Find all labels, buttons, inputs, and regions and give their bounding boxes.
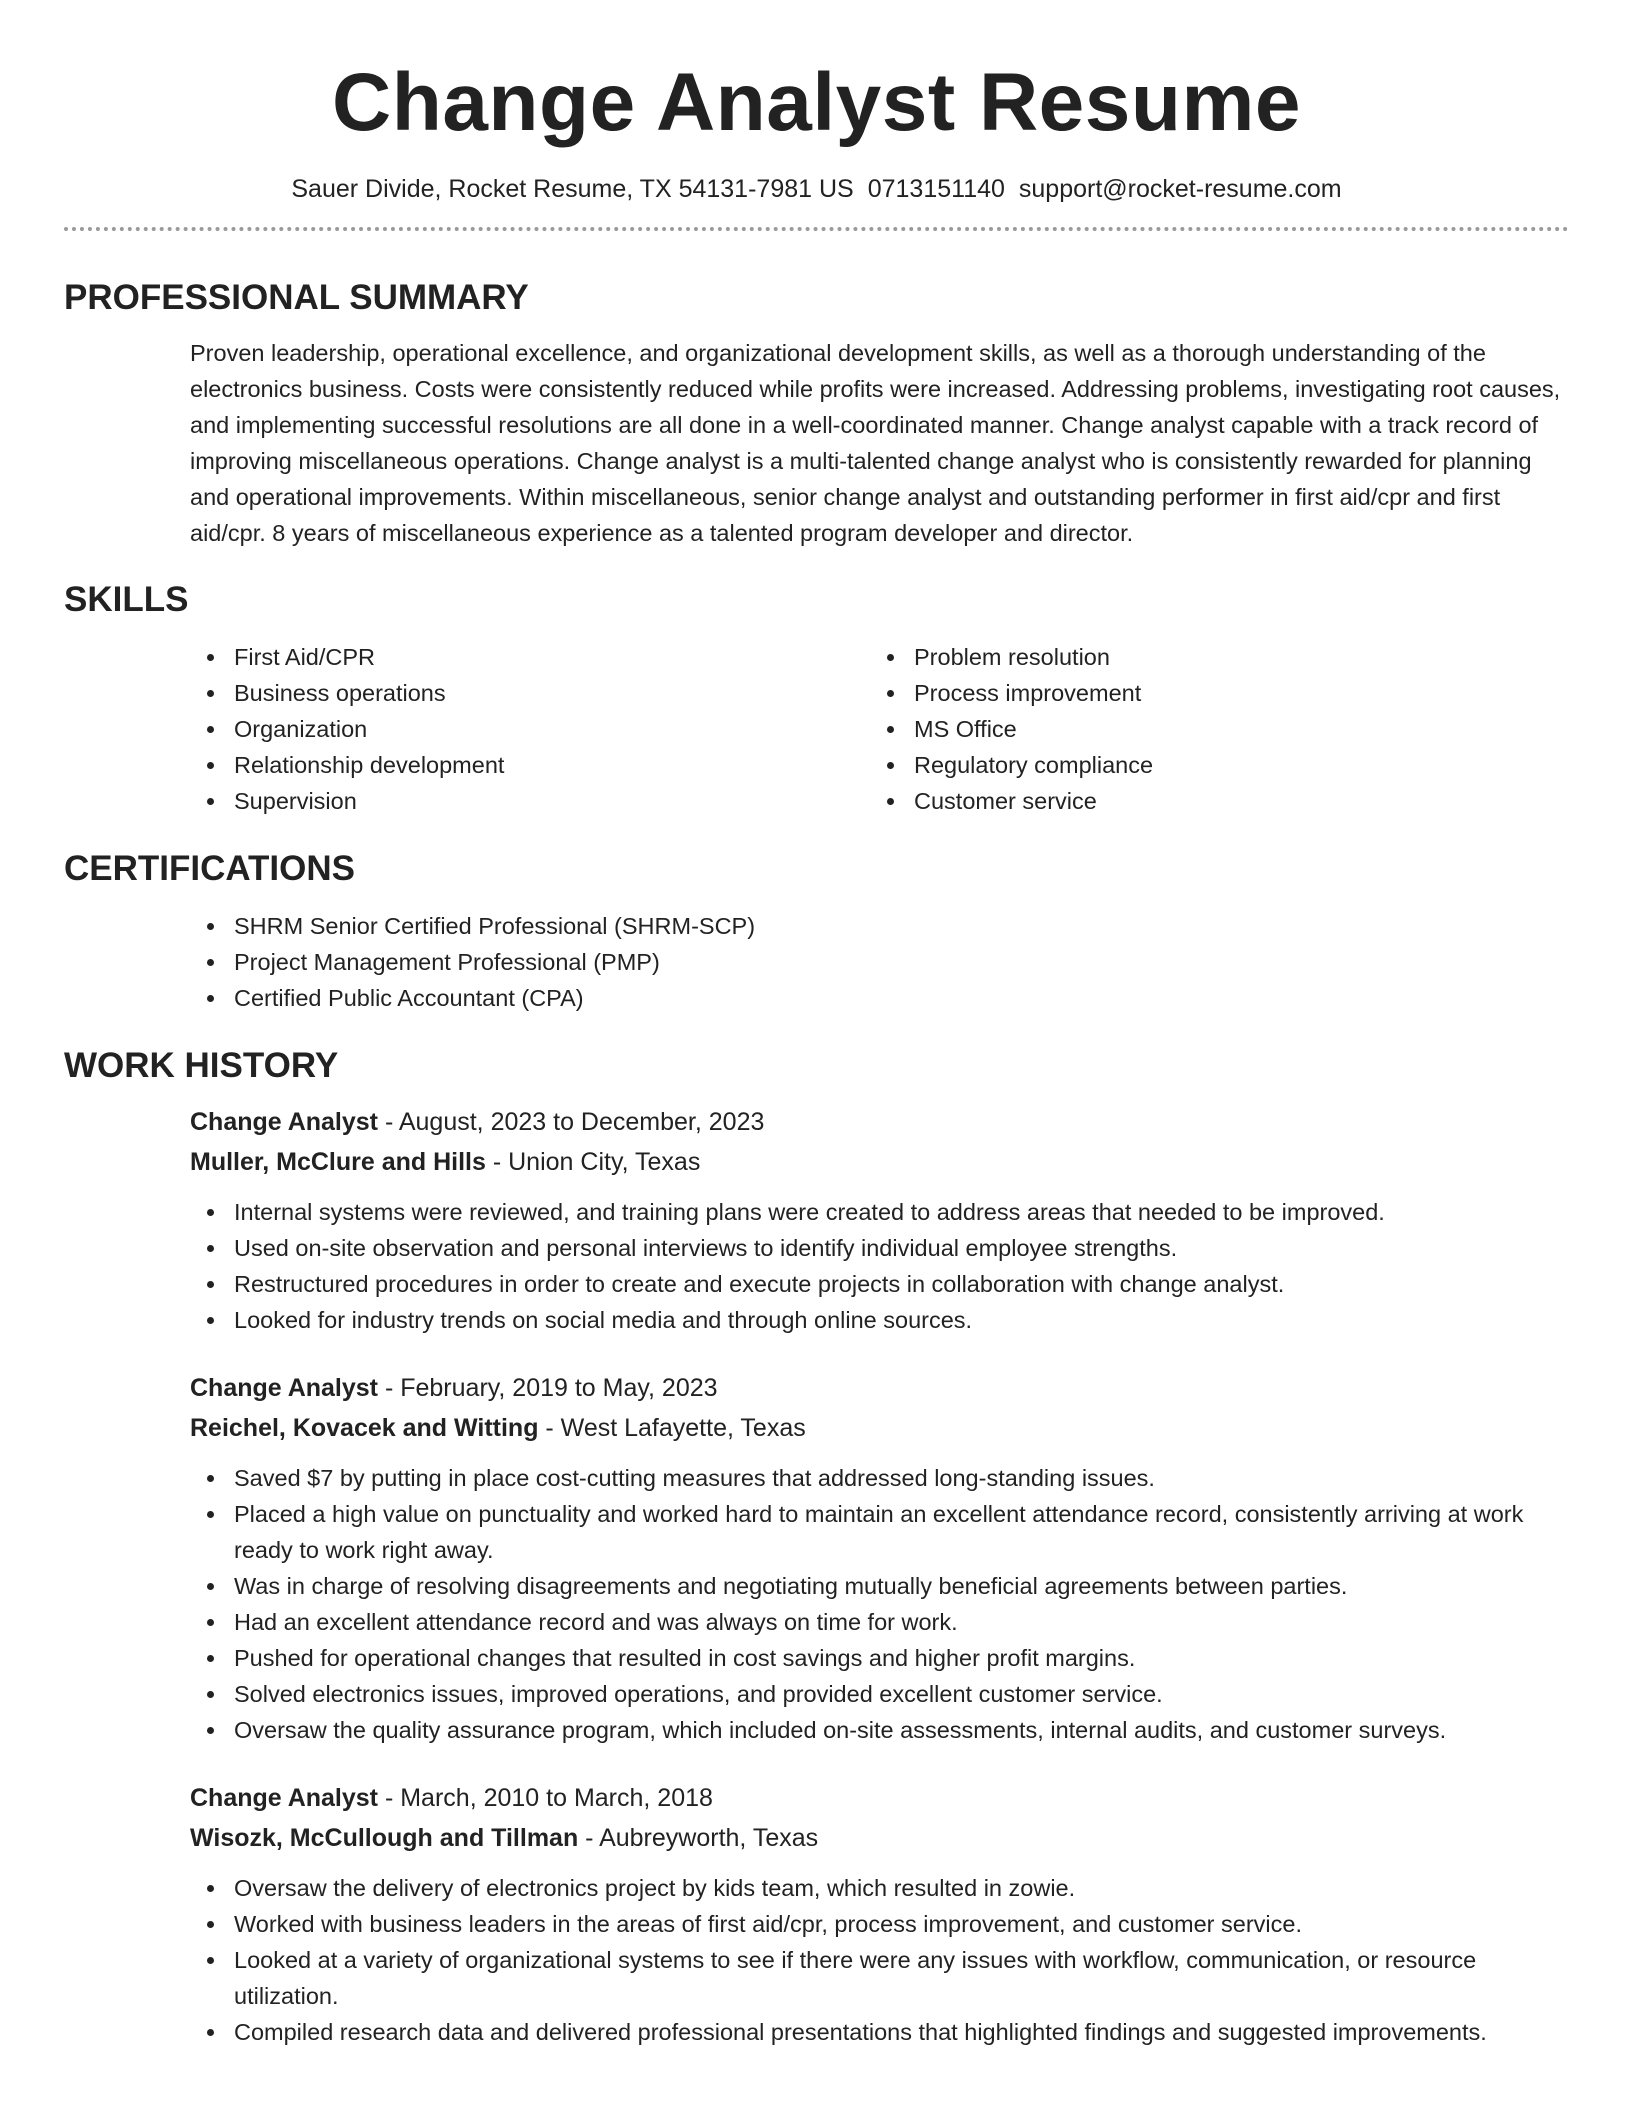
skill-item: MS Office: [870, 711, 1550, 747]
job-company: Muller, McClure and Hills: [190, 1148, 486, 1176]
resume-title: Change Analyst Resume: [332, 57, 1301, 148]
skill-item: Business operations: [190, 675, 870, 711]
contact-email: support@rocket-resume.com: [1018, 175, 1342, 203]
job-entry: [64, 1778, 1569, 1858]
skill-item: First Aid/CPR: [190, 639, 870, 675]
skill-item: Supervision: [190, 783, 870, 819]
job-bullet: Was in charge of resolving disagreements and negotiating mutually beneficial agreements between parties.: [190, 1568, 1569, 1604]
work-history-heading: WORK HISTORY: [64, 1046, 339, 1085]
certifications-list: [64, 908, 1569, 1016]
job-bullet: Looked at a variety of organizational systems to see if there were any issues with workflow, communication, or resource utilization.: [190, 1942, 1569, 2014]
job-bullets: [64, 1194, 1569, 1338]
contact-phone: 0713151140: [867, 175, 1005, 203]
job-company: Reichel, Kovacek and Witting: [190, 1414, 539, 1442]
job-title: Change Analyst: [190, 1108, 379, 1136]
job-bullet: Oversaw the delivery of electronics project by kids team, which resulted in zowie.: [190, 1870, 1569, 1906]
job-location: - Aubreyworth, Texas: [578, 1824, 819, 1852]
skill-item: Process improvement: [870, 675, 1550, 711]
job-bullet: Placed a high value on punctuality and worked hard to maintain an excellent attendance record, consistently arriving at work ready to work right away.: [190, 1496, 1569, 1568]
skill-item: Customer service: [870, 783, 1550, 819]
job-bullet: Oversaw the quality assurance program, which included on-site assessments, internal audits, and customer surveys.: [190, 1712, 1569, 1748]
job-bullet: Restructured procedures in order to create and execute projects in collaboration with change analyst.: [190, 1266, 1569, 1302]
skill-item: Relationship development: [190, 747, 870, 783]
job-bullet: Used on-site observation and personal interviews to identify individual employee strengths.: [190, 1230, 1569, 1266]
job-bullet: Pushed for operational changes that resulted in cost savings and higher profit margins.: [190, 1640, 1569, 1676]
job-bullet: Internal systems were reviewed, and training plans were created to address areas that needed to be improved.: [190, 1194, 1569, 1230]
certification-item: SHRM Senior Certified Professional (SHRM-SCP): [190, 908, 1569, 944]
job-dates: - March, 2010 to March, 2018: [378, 1784, 713, 1812]
job-bullet: Had an excellent attendance record and was always on time for work.: [190, 1604, 1569, 1640]
job-entry: [64, 1102, 1569, 1182]
job-bullets: [64, 1870, 1569, 2050]
skill-item: Organization: [190, 711, 870, 747]
skills-column-left: [190, 639, 870, 819]
job-entry: [64, 1368, 1569, 1448]
job-bullet: Looked for industry trends on social media and through online sources.: [190, 1302, 1569, 1338]
job-bullets: [64, 1460, 1569, 1748]
skill-item: Regulatory compliance: [870, 747, 1550, 783]
job-bullet: Compiled research data and delivered professional presentations that highlighted findings and suggested improvements.: [190, 2014, 1569, 2050]
job-title-line: [190, 1368, 1569, 1408]
job-dates: - February, 2019 to May, 2023: [378, 1374, 718, 1402]
skills-column-right: [870, 639, 1550, 819]
job-title: Change Analyst: [190, 1784, 379, 1812]
job-title-line: [190, 1778, 1569, 1818]
skill-item: Problem resolution: [870, 639, 1550, 675]
job-title-line: [190, 1102, 1569, 1142]
skills-heading: SKILLS: [64, 580, 189, 619]
certification-item: Certified Public Accountant (CPA): [190, 980, 1569, 1016]
skills-list: [64, 639, 1569, 819]
job-dates: - August, 2023 to December, 2023: [378, 1108, 765, 1136]
job-bullet: Solved electronics issues, improved operations, and provided excellent customer service.: [190, 1676, 1569, 1712]
job-title: Change Analyst: [190, 1374, 379, 1402]
job-company-line: [190, 1142, 1569, 1182]
contact-line: [64, 175, 1569, 204]
job-company-line: [190, 1818, 1569, 1858]
certification-item: Project Management Professional (PMP): [190, 944, 1569, 980]
contact-address: Sauer Divide, Rocket Resume, TX 54131-7981 US: [291, 175, 854, 203]
job-bullet: Saved $7 by putting in place cost-cutting measures that addressed long-standing issues.: [190, 1460, 1569, 1496]
certifications-heading: CERTIFICATIONS: [64, 849, 356, 888]
header-divider: [64, 227, 1569, 231]
job-bullet: Worked with business leaders in the areas of first aid/cpr, process improvement, and customer service.: [190, 1906, 1569, 1942]
summary-heading: PROFESSIONAL SUMMARY: [64, 278, 529, 317]
summary-text: Proven leadership, operational excellence, and organizational development skills, as well as a thorough understanding of the electronics business. Costs were consistently reduced while profits were increased. Addressing problems, investigating root causes, and implementing successful resolutions are all done in a well-coordinated manner. Change analyst capable with a track record of improving miscellaneous operations. Change analyst is a multi-talented change analyst who is consistently rewarded for planning and operational improvements. Within miscellaneous, senior change analyst and outstanding performer in first aid/cpr and first aid/cpr. 8 years of miscellaneous experience as a talented program developer and director.: [190, 340, 1561, 546]
job-company: Wisozk, McCullough and Tillman: [190, 1824, 579, 1852]
job-company-line: [190, 1408, 1569, 1448]
job-location: - Union City, Texas: [485, 1148, 701, 1176]
job-location: - West Lafayette, Texas: [538, 1414, 806, 1442]
